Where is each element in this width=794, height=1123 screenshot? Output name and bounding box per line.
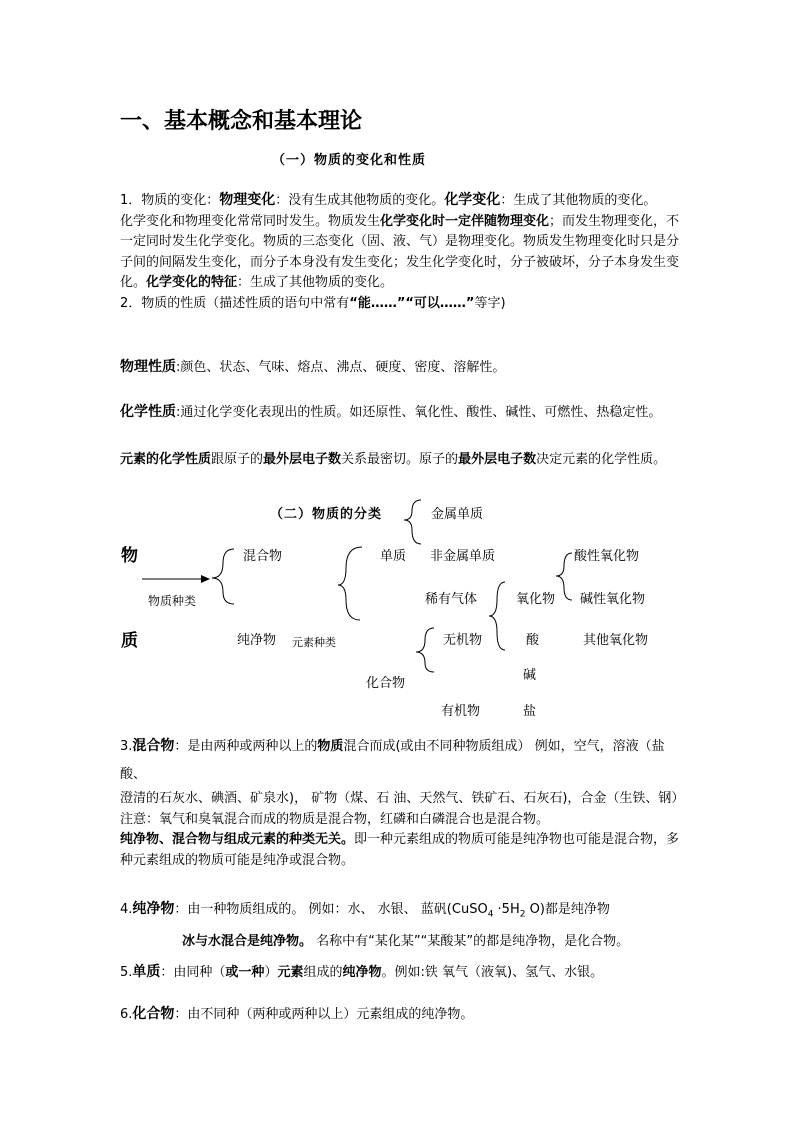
text-span: 等字) [474,295,506,311]
node-salt: 盐 [523,704,537,719]
chemical-property-term: 化学性质 [120,404,176,420]
node-basic-oxide: 碱性氧化物 [580,592,646,607]
node-metal: 金属单质 [431,507,484,522]
node-oxide: 氧化物 [516,592,556,607]
item-3-note: 注意：氧气和臭氧混合而成的物质是混合物，红磷和白磷混合也是混合物。 [120,811,550,827]
bold-span: 冰与水混合是纯净物。 [182,934,313,949]
item-4-line-2 [182,930,629,949]
node-other-oxide: 其他氧化物 [583,633,649,648]
bold-span: 最外层电子数 [458,452,537,467]
pure-term: 纯净物 [132,901,175,917]
text-span: 5. [120,965,133,980]
bold-span: 化学变化的特征 [146,275,238,290]
text-span: 2．物质的性质（描述性质的语句中常有 [120,295,350,311]
text-span: 4. [120,902,133,917]
simple-substance-term: 单质 [132,964,161,980]
bold-span: 化学变化时一定伴随物理变化 [380,213,550,229]
subscript: 4 [487,909,494,920]
text-span: 组成的 [303,965,343,980]
bold-span: 元素的化学性质 [120,452,212,467]
label-wu: 物 [121,546,138,566]
node-acidic-oxide: 酸性氧化物 [574,549,640,564]
text-span: 化学变化和物理变化常常同时发生。物质发生 [120,213,381,229]
item-1-number: 1． [120,193,142,208]
item-5-line [120,961,603,981]
arrow-label-substance-kind: 物质种类 [148,594,197,608]
chemical-change-term: 化学变化 [444,192,501,208]
bold-span: 物质 [317,739,344,754]
text-span: ·5H [493,902,520,917]
text-span: 混合而成(或由不同种物质组成） 例如，空气，溶液（盐酸、 [120,739,665,782]
bold-span: “能……”“可以……” [349,295,475,311]
mixture-term: 混合物 [132,738,175,754]
label-zhi: 质 [121,631,138,651]
text-span: ：由同种（ [160,965,226,980]
text-span: ：是由两种或两种以上的 [174,739,318,754]
node-simple-substance: 单质 [380,549,407,564]
text-span: ：由一种物质组成的。 例如：水、 水银、 蓝矾(CuSO [174,902,488,917]
compound-term: 化合物 [132,1006,175,1022]
text-span: 跟原子的 [211,452,264,467]
item-1-lead: 物质的变化： [141,193,220,208]
node-noble-gas: 稀有气体 [425,592,478,607]
node-base: 碱 [523,668,537,683]
section-heading-changes: （一）物质的变化和性质 [272,153,427,168]
text-span: ：生成了其他物质的变化。 [237,275,394,290]
text-span: 关系最密切。原子的 [341,452,459,467]
item-3-examples: 澄清的石灰水、碘酒、矿泉水)， 矿物（煤、石 油、天然气、铁矿石、石灰石)，合金（生铁、钢） [120,791,685,806]
subscript: 2 [519,909,526,920]
item-3-block [120,732,690,871]
physical-property-term: 物理性质 [120,359,176,375]
bold-span: 元素 [277,965,304,980]
text-span: ） [264,965,278,980]
physical-change-term: 物理变化 [219,192,276,208]
text-span: 6. [120,1007,133,1022]
text-span: 3. [120,739,133,754]
chemical-property-def: :通过化学变化表现出的性质。如还原性、氧化性、酸性、碱性、可燃性、热稳定性。 [176,405,662,420]
bold-span: 纯净物 [342,965,382,980]
text-span: 即一种元素组成的物质可能是纯净物也可能是混合物，多种元素组成的物质可能是纯净或混合物。 [120,832,680,868]
physical-change-def: ：没有生成其他物质的变化。 [275,193,445,208]
bold-span: 或一种 [225,965,265,980]
page-title: 一、基本概念和基本理论 [120,108,363,134]
text-span: ：由不同种（两种或两种以上）元素组成的纯净物。 [174,1007,474,1022]
text-span: 。例如:铁 氧气（液氧)、氢气、水银。 [381,965,604,980]
text-span: ；而发生物理变化，不一定同时发生化学变化。物质的三态变化（固、液、气）是物理变化。物质发生物理变化时只是分子间的间隔发生变化，而分子本身没有发生变化；发生化学变化时，分子被破坏，分子本身发生变化。 [120,213,680,290]
node-organic: 有机物 [441,704,481,719]
item-6-line [120,1003,473,1023]
section-heading-classification: （二）物质的分类 [270,507,383,522]
physical-property-def: :颜色、状态、气味、熔点、沸点、硬度、密度、溶解性。 [176,360,506,375]
bold-span: 最外层电子数 [263,452,342,467]
node-acid: 酸 [526,633,540,648]
text-span: O)都是纯净物 [525,902,610,917]
text-span: 名称中有“某化某”“某酸某”的都是纯净物，是化合物。 [312,934,630,949]
node-compound: 化合物 [366,676,406,691]
node-mixture: 混合物 [243,549,283,564]
node-nonmetal: 非金属单质 [430,549,496,564]
bold-span: 纯净物、混合物与组成元素的种类无关。 [120,832,355,847]
chemical-change-def: ：生成了其他物质的变化。 [500,193,657,208]
node-inorganic: 无机物 [443,633,483,648]
item-4-line [120,898,610,920]
text-span: 决定元素的化学性质。 [536,452,667,467]
label-element-kind: 元素种类 [292,636,336,649]
node-pure-substance: 纯净物 [237,633,277,648]
